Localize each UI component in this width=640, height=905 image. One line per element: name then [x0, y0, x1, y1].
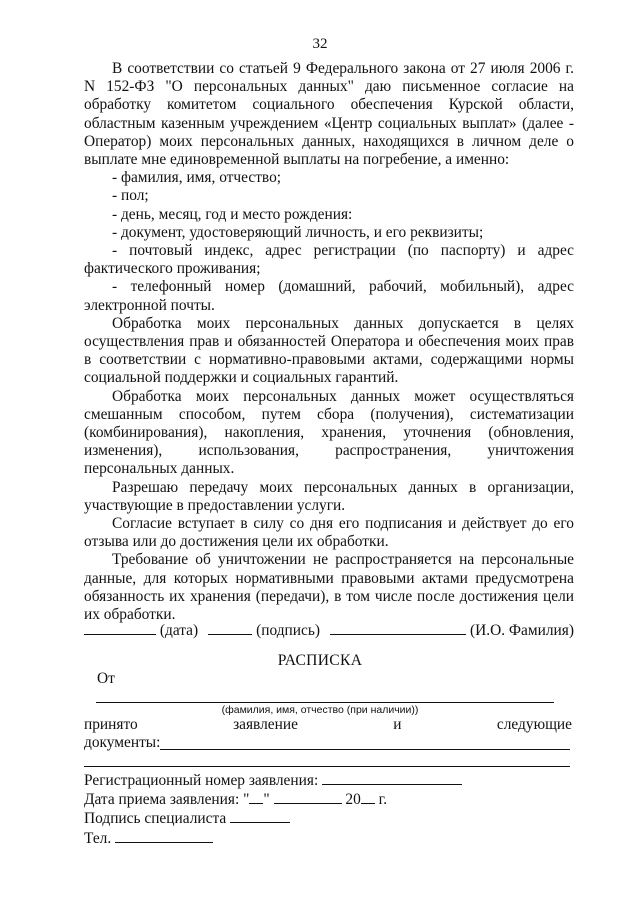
- paragraph: - день, месяц, год и место рождения:: [112, 205, 353, 223]
- tel-row: Тел.: [84, 828, 213, 848]
- signature-field: (подпись): [208, 620, 320, 640]
- signature-line: [84, 620, 574, 640]
- paragraph: - телефонный номер (домашний, рабочий, мобильный), адрес электронной почты.: [84, 278, 574, 314]
- paragraph: Обработка моих персональных данных допускается в целях осуществления прав и обязанностей Оператора и обеспечения моих прав в соответствии с нормативно-правовыми актами, содержащими нормы социальной поддержки и социальных гарантий.: [84, 314, 574, 387]
- paragraph: Разрешаю передачу моих персональных данных в организации, участвующие в предоставлении услуги.: [84, 478, 574, 514]
- paragraph: Обработка моих персональных данных может осуществляться смешанным способом, путем сбора (получения), систематизации (комбинирования), накопления, хранения, уточнения (обновления, изменения), использования, распространения, уничтожения персональных данных.: [84, 387, 574, 478]
- documents-label: документы:: [84, 734, 161, 751]
- documents-line-2: [84, 766, 570, 767]
- consent-body: [84, 60, 574, 624]
- date-row: Дата приема заявления: " " 20 г.: [84, 791, 388, 808]
- paragraph: - почтовый индекс, адрес регистрации (по паспорту) и адрес фактического проживания;: [84, 242, 574, 278]
- paragraph: - документ, удостоверяющий личность, и его реквизиты;: [112, 223, 484, 241]
- from-line: [96, 702, 554, 703]
- accepted-line: принято заявление и следующие: [84, 716, 572, 733]
- name-hint: (фамилия, имя, отчество (при наличии)): [221, 704, 419, 716]
- date-field: (дата): [84, 620, 198, 640]
- paragraph: Требование об уничтожении не распространяется на персональные данные, для которых нормативными правовыми актами предусмотрена обязанность их хранения (передачи), в том числе после достижения цели их обработки.: [84, 551, 574, 624]
- paragraph: В соответствии со статьей 9 Федерального закона от 27 июля 2006 г. N 152-ФЗ "О персональных данных" даю письменное согласие на обработку комитетом социального обеспечения Курской области, областным казенным учреждением «Центр социальных выплат» (далее - Оператор) моих персональных данных, находящихся в личном деле о выплате мне единовременной выплаты на погребение, а именно:: [84, 60, 574, 169]
- name-field: (И.О. Фамилия): [330, 620, 574, 640]
- paragraph: - фамилия, имя, отчество;: [112, 169, 282, 187]
- documents-line: [160, 749, 570, 750]
- page-number: 32: [312, 36, 328, 52]
- receipt-title: РАСПИСКА: [277, 652, 363, 669]
- paragraph: Согласие вступает в силу со дня его подписания и действует до его отзыва или до достижения цели их обработки.: [84, 515, 574, 551]
- from-label: От: [97, 670, 115, 687]
- paragraph: - пол;: [112, 187, 149, 205]
- specialist-row: Подпись специалиста: [84, 808, 290, 828]
- reg-number-row: Регистрационный номер заявления:: [84, 770, 462, 790]
